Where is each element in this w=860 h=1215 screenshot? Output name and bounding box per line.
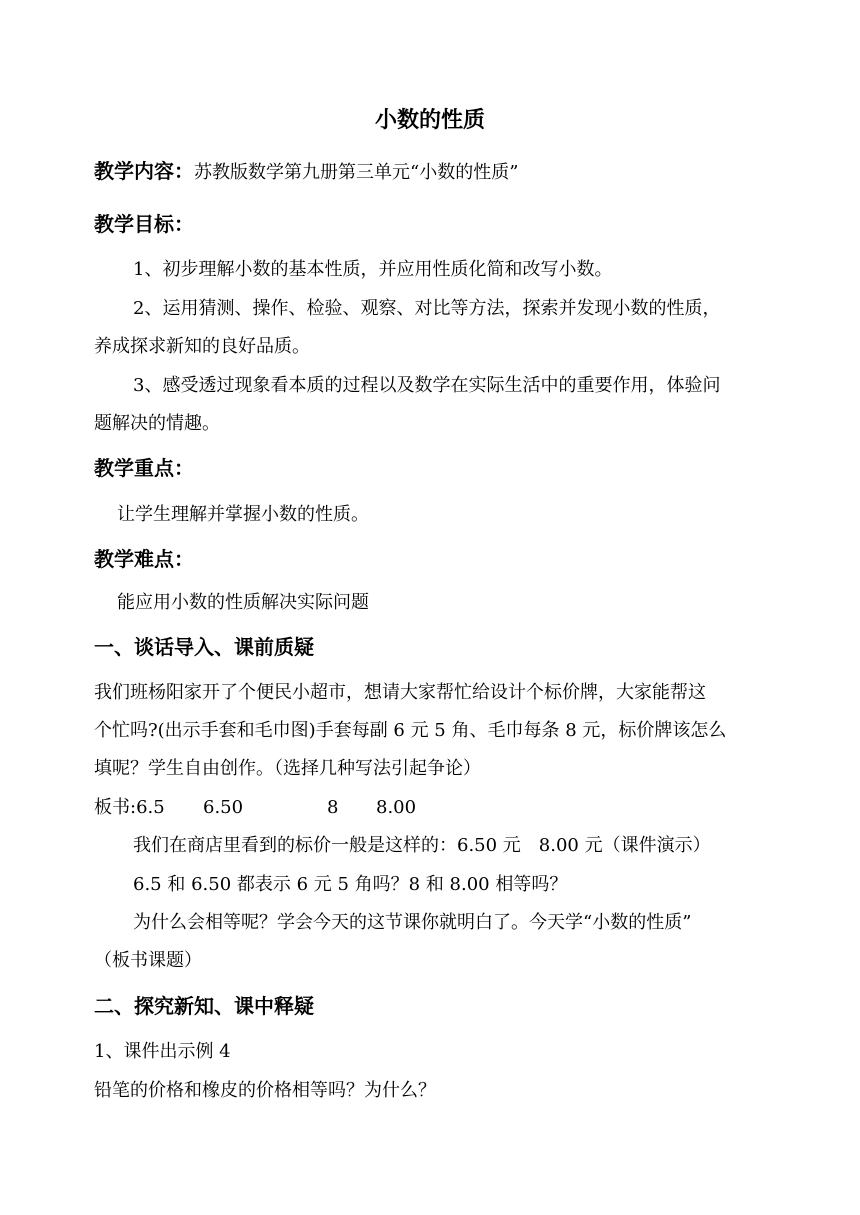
difficulty-heading: 教学难点： <box>94 547 194 571</box>
goal-item-2-cont: 养成探求新知的良好品质。 <box>94 336 310 357</box>
section1-heading: 一、谈话导入、课前质疑 <box>94 635 314 659</box>
section1-line-2: 个忙吗?(出示手套和毛巾图)手套每副 6 元 5 角、毛巾每条 8 元，标价牌该怎么 <box>94 720 727 741</box>
goal-item-2: 2、运用猜测、操作、检验、观察、对比等方法，探索并发现小数的性质， <box>133 298 721 319</box>
key-point-heading: 教学重点： <box>94 456 194 480</box>
section2-line-1: 1、课件出示例 4 <box>94 1041 231 1062</box>
section2-heading: 二、探究新知、课中释疑 <box>94 994 314 1018</box>
teaching-content-label: 教学内容： <box>94 159 194 183</box>
teaching-content-text: 苏教版数学第九册第三单元“小数的性质” <box>194 162 519 183</box>
goal-item-1: 1、初步理解小数的基本性质，并应用性质化简和改写小数。 <box>133 259 613 280</box>
section1-para-1: 我们在商店里看到的标价一般是这样的：6.50 元 8.00 元（课件演示） <box>133 835 711 856</box>
section1-line-3: 填呢？学生自由创作。（选择几种写法引起争论） <box>94 758 481 779</box>
goal-item-3: 3、感受透过现象看本质的过程以及数学在实际生活中的重要作用，体验问 <box>133 375 721 396</box>
board-value-3: 8.00 <box>376 797 417 818</box>
goals-heading: 教学目标： <box>94 212 194 236</box>
board-value-2: 8 <box>327 797 339 818</box>
section1-para-3-cont: （板书课题） <box>94 950 202 971</box>
board-label: 板书:6.5 <box>94 797 165 818</box>
section1-para-2: 6.5 和 6.50 都表示 6 元 5 角吗？8 和 8.00 相等吗？ <box>133 874 568 895</box>
goal-item-3-cont: 题解决的情趣。 <box>94 413 220 434</box>
board-value-1: 6.50 <box>203 797 244 818</box>
section1-para-3: 为什么会相等呢？学会今天的这节课你就明白了。今天学“小数的性质” <box>133 912 692 933</box>
section1-line-1: 我们班杨阳家开了个便民小超市，想请大家帮忙给设计个标价牌，大家能帮这 <box>94 682 706 703</box>
key-point-text: 让学生理解并掌握小数的性质。 <box>117 504 369 525</box>
teaching-content-line <box>94 160 518 184</box>
page-title: 小数的性质 <box>374 107 485 133</box>
section2-line-2: 铅笔的价格和橡皮的价格相等吗？为什么？ <box>94 1080 436 1101</box>
difficulty-text: 能应用小数的性质解决实际问题 <box>117 592 369 613</box>
